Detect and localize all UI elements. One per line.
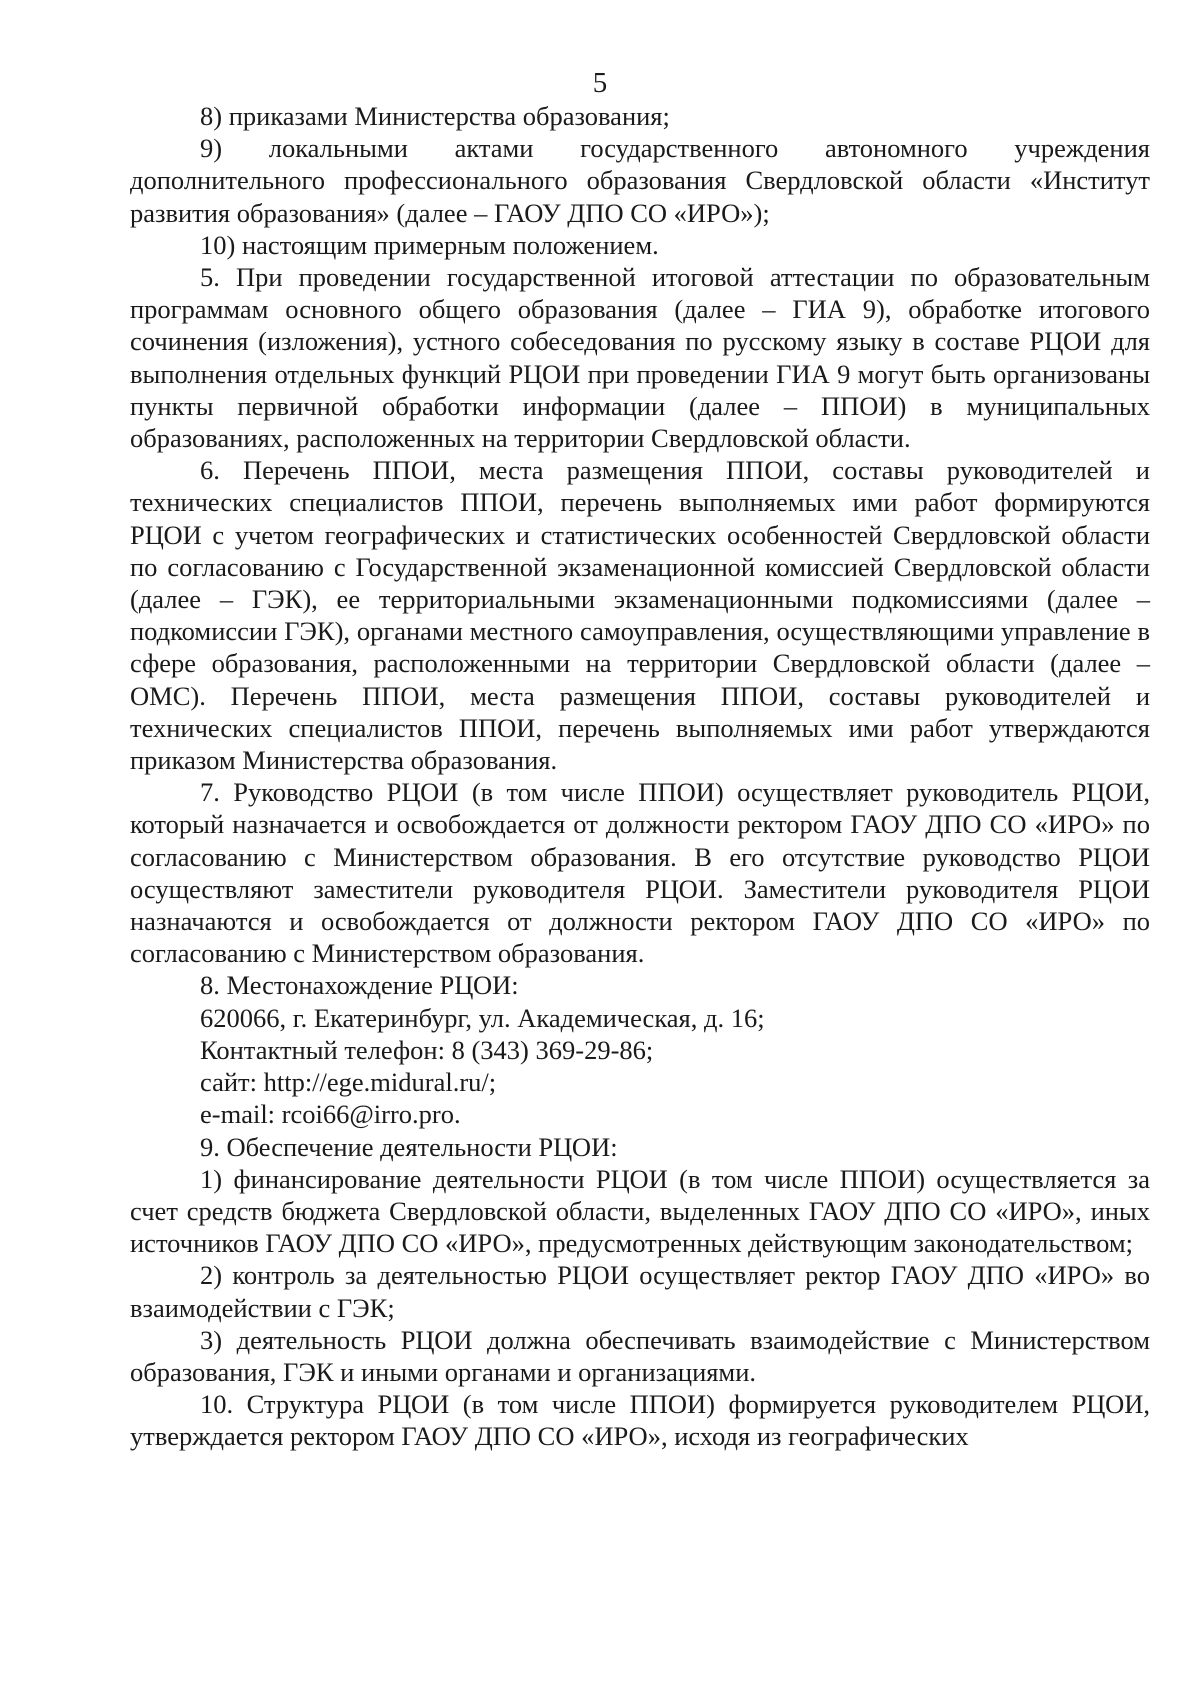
paragraph-section-10: 10. Структура РЦОИ (в том числе ППОИ) формируется руководителем РЦОИ, утверждается ректором ГАОУ ДПО СО «ИРО», исходя из географических (130, 1389, 1150, 1452)
phone-line: Контактный телефон: 8 (343) 369-29-86; (200, 1034, 654, 1065)
paragraph-control: 2) контроль за деятельностью РЦОИ осуществляет ректор ГАОУ ДПО «ИРО» во взаимодействии с ГЭК; (130, 1260, 1150, 1323)
paragraph-list-item-10: 10) настоящим примерным положением. (200, 229, 659, 260)
paragraph-section-7: 7. Руководство РЦОИ (в том числе ППОИ) осуществляет руководитель РЦОИ, который назначается и освобождается от должности ректором ГАОУ ДПО СО «ИРО» по согласованию с Министерством образования. В его отсутствие руководство РЦОИ осуществляют заместители руководителя РЦОИ. Заместители руководителя РЦОИ назначаются и освобождается от должности ректором ГАОУ ДПО СО «ИРО» по согласованию с Министерством образования. (130, 777, 1150, 969)
paragraph-list-item-9: 9) локальными актами государственного автономного учреждения дополнительного профессионального образования Свердловской области «Институт развития образования» (далее – ГАОУ ДПО СО «ИРО»); (130, 133, 1150, 228)
paragraph-financing: 1) финансирование деятельности РЦОИ (в том числе ППОИ) осуществляется за счет средств бюджета Свердловской области, выделенных ГАОУ ДПО СО «ИРО», иных источников ГАОУ ДПО СО «ИРО», предусмотренных действующим законодательством; (130, 1163, 1150, 1259)
paragraph-section-6: 6. Перечень ППОИ, места размещения ППОИ, составы руководителей и технических специалистов ППОИ, перечень выполняемых ими работ формируются РЦОИ с учетом географических и статистических особенностей Свердловской области по согласованию с Государственной экзаменационной комиссией Свердловской области (далее – ГЭК), ее территориальными экзаменационными подкомиссиями (далее – подкомиссии ГЭК), органами местного самоуправления, осуществляющими управление в сфере образования, расположенными на территории Свердловской области (далее – ОМС). Перечень ППОИ, места размещения ППОИ, составы руководителей и технических специалистов ППОИ, перечень выполняемых ими работ утверждаются приказом Министерства образования. (130, 455, 1150, 776)
paragraph-section-9: 9. Обеспечение деятельности РЦОИ: (200, 1131, 618, 1162)
address-line: 620066, г. Екатеринбург, ул. Академическая, д. 16; (200, 1002, 765, 1033)
email-line: e-mail: rcoi66@irro.pro. (200, 1099, 461, 1130)
document-body (130, 100, 1150, 1453)
paragraph-section-8: 8. Местонахождение РЦОИ: (200, 970, 519, 1001)
website-line: сайт: http://ege.midural.ru/; (200, 1067, 497, 1098)
page-number: 5 (592, 67, 608, 99)
paragraph-section-5: 5. При проведении государственной итоговой аттестации по образовательным программам основного общего образования (далее – ГИА 9), обработке итогового сочинения (изложения), устного собеседования по русскому языку в составе РЦОИ для выполнения отдельных функций РЦОИ при проведении ГИА 9 могут быть организованы пункты первичной обработки информации (далее – ППОИ) в муниципальных образованиях, расположенных на территории Свердловской области. (130, 262, 1150, 454)
paragraph-list-item-8: 8) приказами Министерства образования; (200, 101, 670, 131)
paragraph-interaction: 3) деятельность РЦОИ должна обеспечивать взаимодействие с Министерством образования, ГЭК и иными органами и организациями. (130, 1324, 1150, 1387)
